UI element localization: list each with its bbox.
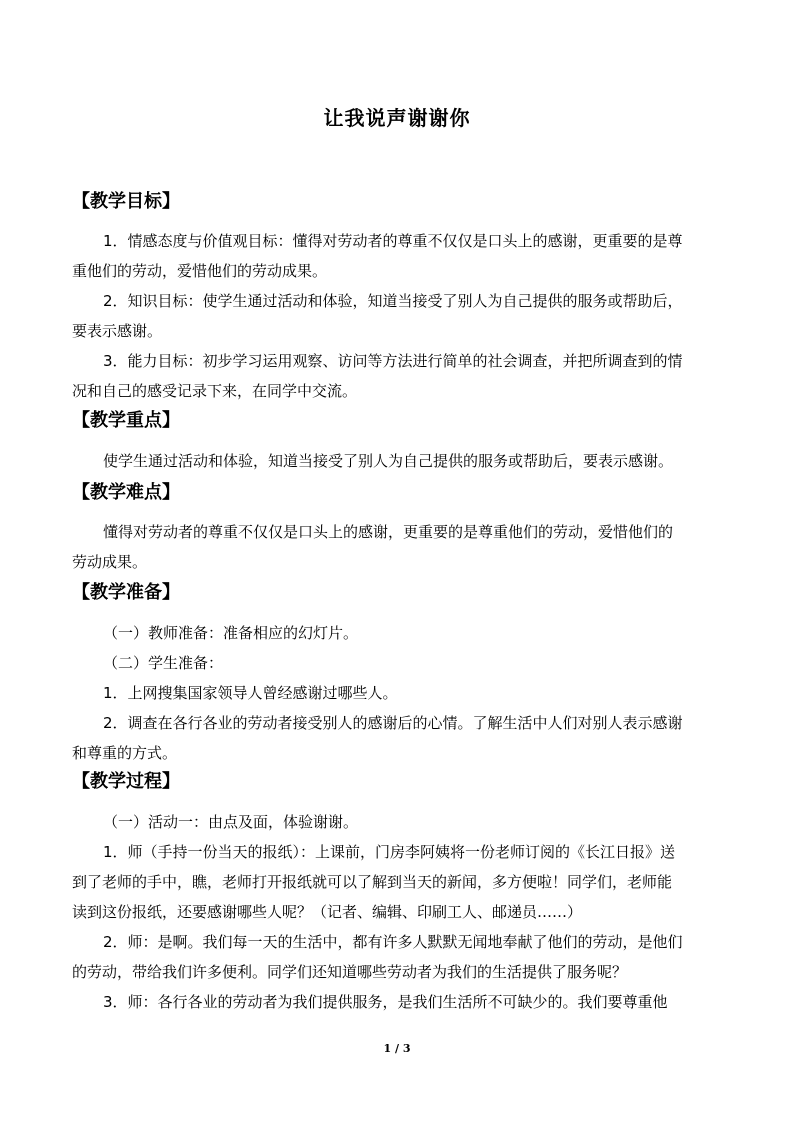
difficulties-line-1: 懂得对劳动者的尊重不仅仅是口头上的感谢，更重要的是尊重他们的劳动，爱惜他们的 [103,523,674,541]
preparation-item-2-line-1: 2．调查在各行各业的劳动者接受别人的感谢后的心情。了解生活中人们对别人表示感谢 [103,714,683,732]
difficulties-text [72,517,719,577]
heading-process: 【教学过程】 [72,771,180,792]
document-title: 让我说声谢谢你 [323,106,471,130]
process-step-1-line-3: 读到这份报纸，还要感谢哪些人呢？（记者、编辑、印刷工人、邮递员……） [72,903,583,921]
process-step-1-line-1: 1．师（手持一份当天的报纸）：上课前，门房李阿姨将一份老师订阅的《长江日报》送 [103,843,676,861]
objective-2-line-2: 要表示感谢。 [72,322,163,340]
objective-1-line-1: 1．情感态度与价值观目标：懂得对劳动者的尊重不仅仅是口头上的感谢，更重要的是尊 [103,232,683,250]
process-step-1-line-2: 到了老师的手中，瞧，老师打开报纸就可以了解到当天的新闻，多方便啦！同学们，老师能 [72,873,673,891]
heading-difficulties: 【教学难点】 [72,482,180,503]
objective-2-line-1: 2．知识目标：使学生通过活动和体验，知道当接受了别人为自己提供的服务或帮助后， [103,292,683,310]
preparation-student: （二）学生准备： [103,654,224,672]
objective-1-line-2: 重他们的劳动，爱惜他们的劳动成果。 [72,262,328,280]
preparation-item-2-line-2: 和尊重的方式。 [72,744,178,762]
key-points-line-1: 使学生通过活动和体验，知道当接受了别人为自己提供的服务或帮助后，要表示感谢。 [103,452,674,470]
objective-3-line-1: 3．能力目标：初步学习运用观察、访问等方法进行简单的社会调查，并把所调查到的情 [103,352,683,370]
preparation-item-1: 1．上网搜集国家领导人曾经感谢过哪些人。 [103,684,398,702]
heading-preparation: 【教学准备】 [72,582,180,603]
heading-objectives: 【教学目标】 [72,191,180,212]
objective-item-2 [72,286,719,346]
objective-item-1 [72,226,719,286]
process-activity-1: （一）活动一：由点及面，体验谢谢。 [103,813,359,831]
page-number: 1 / 3 [383,1042,411,1055]
process-step-2-line-1: 2．师：是啊。我们每一天的生活中，都有许多人默默无闻地奉献了他们的劳动，是他们 [103,933,683,951]
heading-key-points: 【教学重点】 [72,410,180,431]
preparation-list [72,618,719,768]
key-points-text [87,446,719,476]
process-list [72,807,719,1017]
process-step-3-line-1: 3．师：各行各业的劳动者为我们提供服务，是我们生活所不可缺少的。我们要尊重他 [103,993,668,1011]
process-step-2-line-2: 的劳动，带给我们许多便利。同学们还知道哪些劳动者为我们的生活提供了服务呢？ [72,963,628,981]
preparation-teacher: （一）教师准备：准备相应的幻灯片。 [103,624,359,642]
difficulties-line-2: 劳动成果。 [72,553,148,571]
objective-item-3 [72,346,719,406]
objective-3-line-2: 况和自己的感受记录下来，在同学中交流。 [72,382,358,400]
